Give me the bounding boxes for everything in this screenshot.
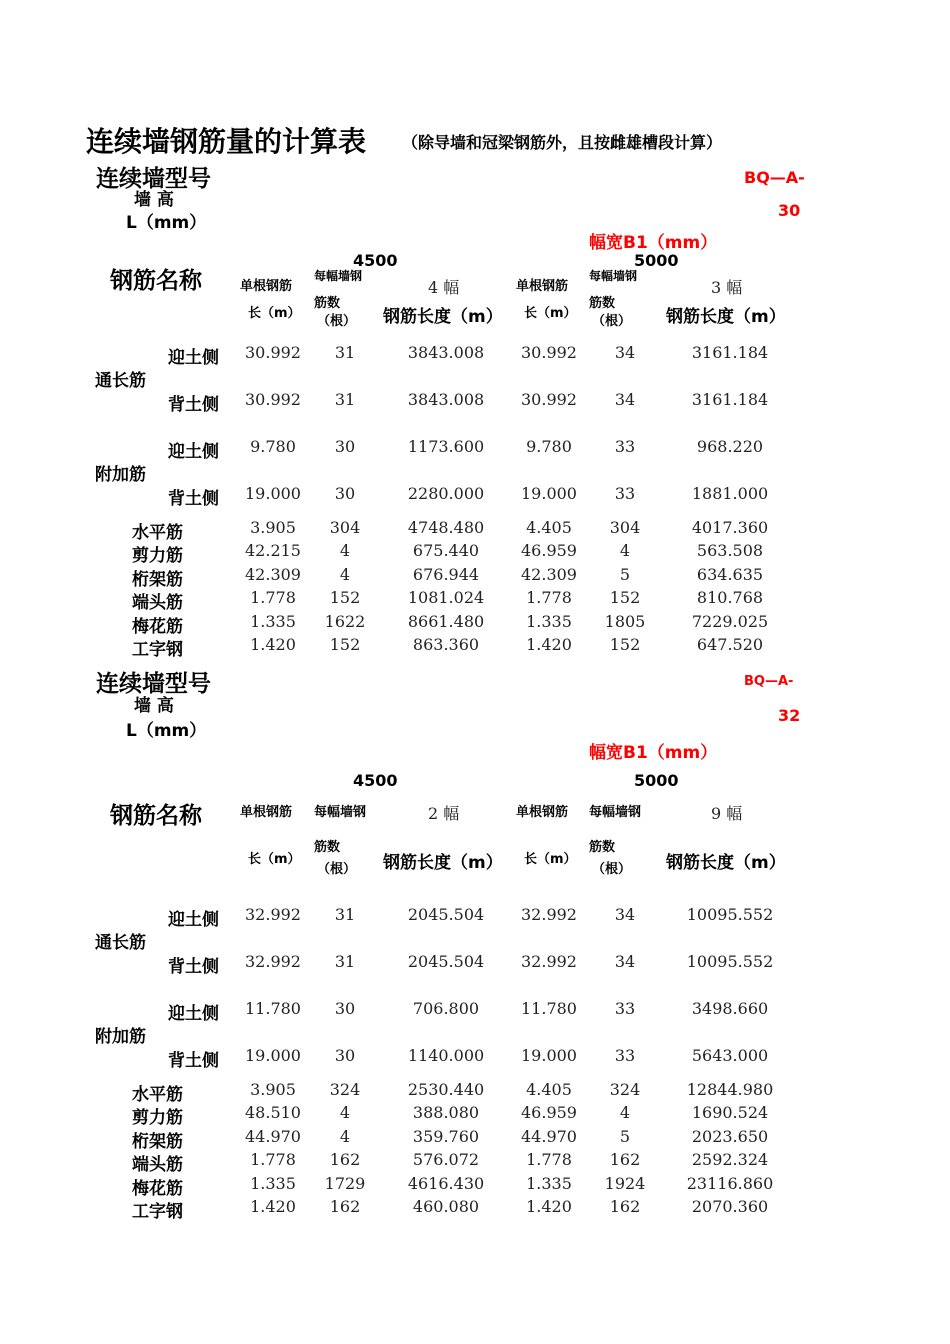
table-cell: 2070.360 bbox=[691, 1197, 769, 1216]
table-cell: 1690.524 bbox=[691, 1103, 769, 1122]
table-cell: 31 bbox=[334, 343, 356, 362]
table-cell: 4616.430 bbox=[407, 1174, 485, 1193]
table-cell: 8661.480 bbox=[407, 612, 485, 631]
table-cell: 44.970 bbox=[521, 1127, 577, 1146]
table-cell: 1.335 bbox=[526, 612, 572, 631]
table-cell: 162 bbox=[329, 1150, 361, 1169]
table-cell: 162 bbox=[609, 1197, 641, 1216]
table-cell: 1.420 bbox=[526, 635, 572, 654]
col-per-panel-count-b: 筋数 bbox=[589, 840, 616, 855]
col-unit-length-b: 单根钢筋 bbox=[516, 805, 569, 820]
table-cell: 46.959 bbox=[521, 541, 577, 560]
col-unit-length-a: 单根钢筋 bbox=[240, 805, 293, 820]
table-cell: 1.335 bbox=[250, 612, 296, 631]
table-cell: 2023.650 bbox=[691, 1127, 769, 1146]
table-cell: 42.309 bbox=[521, 565, 577, 584]
width-label: 幅宽B1（mm） bbox=[589, 233, 718, 253]
col-per-panel-count-a: 筋数 bbox=[314, 296, 341, 311]
table-cell: 31 bbox=[334, 905, 356, 924]
table-cell: 33 bbox=[614, 484, 636, 503]
table-cell: 706.800 bbox=[412, 999, 480, 1018]
table-cell: 19.000 bbox=[245, 1046, 301, 1065]
col-panels-b: 9 幅 bbox=[711, 804, 743, 823]
table-cell: 4 bbox=[339, 541, 351, 560]
col-per-panel-b: 每幅墙钢 bbox=[589, 269, 638, 283]
table-cell: 1622 bbox=[324, 612, 366, 631]
table-cell: 3843.008 bbox=[407, 390, 485, 409]
table-cell: 2045.504 bbox=[407, 905, 485, 924]
table-cell: 1881.000 bbox=[691, 484, 769, 503]
table-cell: 32.992 bbox=[245, 952, 301, 971]
table-cell: 634.635 bbox=[696, 565, 764, 584]
table-cell: 42.309 bbox=[245, 565, 301, 584]
rebar-type-label: 梅花筋 bbox=[132, 617, 183, 637]
table-cell: 19.000 bbox=[245, 484, 301, 503]
col-per-panel-a: 每幅墙钢 bbox=[314, 269, 363, 283]
table-cell: 675.440 bbox=[412, 541, 480, 560]
width-value-b: 5000 bbox=[634, 251, 679, 270]
rebar-type-label: 水平筋 bbox=[132, 1085, 183, 1105]
table-cell: 33 bbox=[614, 1046, 636, 1065]
table-cell: 324 bbox=[609, 1080, 641, 1099]
table-cell: 3843.008 bbox=[407, 343, 485, 362]
table-cell: 46.959 bbox=[521, 1103, 577, 1122]
table-cell: 1.420 bbox=[250, 635, 296, 654]
table-cell: 11.780 bbox=[521, 999, 577, 1018]
table-cell: 152 bbox=[609, 635, 641, 654]
col-per-panel-unit-b: （根） bbox=[592, 862, 632, 877]
table-cell: 42.215 bbox=[245, 541, 301, 560]
table-cell: 152 bbox=[329, 635, 361, 654]
row-side-label: 迎土侧 bbox=[168, 910, 219, 930]
table-cell: 1140.000 bbox=[407, 1046, 485, 1065]
table-cell: 4 bbox=[339, 1127, 351, 1146]
table-cell: 30 bbox=[334, 484, 356, 503]
table-cell: 4.405 bbox=[526, 1080, 572, 1099]
group-label: 通长筋 bbox=[95, 933, 146, 953]
col-total-length-b: 钢筋长度（m） bbox=[666, 307, 786, 327]
table-cell: 576.072 bbox=[412, 1150, 480, 1169]
col-panels-b: 3 幅 bbox=[711, 278, 743, 297]
table-cell: 810.768 bbox=[696, 588, 764, 607]
rebar-name-header: 钢筋名称 bbox=[110, 803, 202, 829]
width-value-b: 5000 bbox=[634, 771, 679, 790]
table-cell: 3.905 bbox=[250, 518, 296, 537]
table-cell: 30.992 bbox=[521, 343, 577, 362]
table-cell: 304 bbox=[609, 518, 641, 537]
table-cell: 1805 bbox=[604, 612, 646, 631]
table-cell: 30.992 bbox=[521, 390, 577, 409]
table-cell: 563.508 bbox=[696, 541, 764, 560]
rebar-type-label: 桁架筋 bbox=[132, 570, 183, 590]
table-cell: 388.080 bbox=[412, 1103, 480, 1122]
table-cell: 10095.552 bbox=[686, 952, 774, 971]
col-unit-length-unit-a: 长（m） bbox=[248, 852, 301, 867]
width-label: 幅宽B1（mm） bbox=[589, 743, 718, 763]
table-cell: 32.992 bbox=[245, 905, 301, 924]
row-side-label: 背土侧 bbox=[168, 957, 219, 977]
table-cell: 968.220 bbox=[696, 437, 764, 456]
table-cell: 30 bbox=[334, 1046, 356, 1065]
table-cell: 44.970 bbox=[245, 1127, 301, 1146]
table-cell: 1924 bbox=[604, 1174, 646, 1193]
wall-height-label: 墙 高 bbox=[134, 190, 174, 210]
col-per-panel-a: 每幅墙钢 bbox=[314, 805, 367, 820]
table-cell: 162 bbox=[609, 1150, 641, 1169]
rebar-name-header: 钢筋名称 bbox=[110, 268, 202, 294]
table-cell: 2045.504 bbox=[407, 952, 485, 971]
table-cell: 1.420 bbox=[526, 1197, 572, 1216]
table-cell: 23116.860 bbox=[686, 1174, 774, 1193]
row-side-label: 迎土侧 bbox=[168, 442, 219, 462]
table-cell: 2280.000 bbox=[407, 484, 485, 503]
table-cell: 34 bbox=[614, 390, 636, 409]
table-cell: 34 bbox=[614, 952, 636, 971]
table-cell: 676.944 bbox=[412, 565, 480, 584]
col-per-panel-unit-a: （根） bbox=[317, 862, 357, 877]
table-cell: 5 bbox=[619, 565, 631, 584]
col-per-panel-b: 每幅墙钢 bbox=[589, 805, 642, 820]
col-per-panel-count-a: 筋数 bbox=[314, 840, 341, 855]
table-cell: 863.360 bbox=[412, 635, 480, 654]
wall-length-label: L（mm） bbox=[126, 213, 207, 233]
col-per-panel-count-b: 筋数 bbox=[589, 296, 616, 311]
table-cell: 30 bbox=[334, 437, 356, 456]
rebar-type-label: 桁架筋 bbox=[132, 1132, 183, 1152]
table-cell: 3498.660 bbox=[691, 999, 769, 1018]
table-cell: 1.778 bbox=[250, 588, 296, 607]
table-cell: 1081.024 bbox=[407, 588, 485, 607]
table-cell: 4 bbox=[339, 1103, 351, 1122]
table-cell: 1.335 bbox=[526, 1174, 572, 1193]
table-cell: 31 bbox=[334, 952, 356, 971]
table-cell: 9.780 bbox=[250, 437, 296, 456]
page-subtitle: （除导墙和冠梁钢筋外，且按雌雄槽段计算） bbox=[402, 133, 723, 152]
wall-height-value: 30 bbox=[778, 201, 801, 220]
col-total-length-a: 钢筋长度（m） bbox=[383, 307, 503, 327]
col-unit-length-unit-b: 长（m） bbox=[524, 852, 577, 867]
width-value-a: 4500 bbox=[353, 251, 398, 270]
table-cell: 5643.000 bbox=[691, 1046, 769, 1065]
table-cell: 1.335 bbox=[250, 1174, 296, 1193]
table-cell: 5 bbox=[619, 1127, 631, 1146]
wall-length-label: L（mm） bbox=[126, 721, 207, 741]
rebar-type-label: 端头筋 bbox=[132, 1155, 183, 1175]
table-cell: 152 bbox=[329, 588, 361, 607]
table-cell: 1.420 bbox=[250, 1197, 296, 1216]
col-panels-a: 2 幅 bbox=[428, 804, 460, 823]
wall-model-code: BQ—A- bbox=[744, 168, 805, 187]
table-cell: 1.778 bbox=[526, 1150, 572, 1169]
table-cell: 7229.025 bbox=[691, 612, 769, 631]
wall-height-value: 32 bbox=[778, 706, 801, 725]
col-unit-length-b: 单根钢筋 bbox=[516, 279, 569, 294]
table-cell: 9.780 bbox=[526, 437, 572, 456]
rebar-type-label: 剪力筋 bbox=[132, 546, 183, 566]
rebar-type-label: 工字钢 bbox=[132, 1202, 183, 1222]
table-cell: 32.992 bbox=[521, 905, 577, 924]
wall-model-label: 连续墙型号 bbox=[96, 671, 211, 697]
table-cell: 359.760 bbox=[412, 1127, 480, 1146]
table-cell: 31 bbox=[334, 390, 356, 409]
col-panels-a: 4 幅 bbox=[428, 278, 460, 297]
rebar-type-label: 梅花筋 bbox=[132, 1179, 183, 1199]
table-cell: 1.778 bbox=[250, 1150, 296, 1169]
row-side-label: 背土侧 bbox=[168, 489, 219, 509]
rebar-type-label: 工字钢 bbox=[132, 640, 183, 660]
table-cell: 10095.552 bbox=[686, 905, 774, 924]
rebar-type-label: 端头筋 bbox=[132, 593, 183, 613]
width-value-a: 4500 bbox=[353, 771, 398, 790]
table-cell: 33 bbox=[614, 999, 636, 1018]
col-per-panel-unit-b: （根） bbox=[592, 314, 632, 329]
wall-model-label: 连续墙型号 bbox=[96, 166, 211, 192]
row-side-label: 背土侧 bbox=[168, 1051, 219, 1071]
table-cell: 460.080 bbox=[412, 1197, 480, 1216]
table-cell: 30 bbox=[334, 999, 356, 1018]
table-cell: 4 bbox=[619, 1103, 631, 1122]
table-cell: 152 bbox=[609, 588, 641, 607]
row-side-label: 背土侧 bbox=[168, 395, 219, 415]
col-per-panel-unit-a: （根） bbox=[317, 314, 357, 329]
col-total-length-b: 钢筋长度（m） bbox=[666, 853, 786, 873]
table-cell: 34 bbox=[614, 905, 636, 924]
table-cell: 647.520 bbox=[696, 635, 764, 654]
table-cell: 3.905 bbox=[250, 1080, 296, 1099]
wall-model-code: BQ—A- bbox=[744, 674, 794, 689]
rebar-type-label: 水平筋 bbox=[132, 523, 183, 543]
table-cell: 162 bbox=[329, 1197, 361, 1216]
table-cell: 4.405 bbox=[526, 518, 572, 537]
group-label: 附加筋 bbox=[95, 1027, 146, 1047]
table-cell: 1729 bbox=[324, 1174, 366, 1193]
col-unit-length-unit-a: 长（m） bbox=[248, 306, 301, 321]
col-unit-length-unit-b: 长（m） bbox=[524, 306, 577, 321]
table-cell: 2530.440 bbox=[407, 1080, 485, 1099]
table-cell: 11.780 bbox=[245, 999, 301, 1018]
rebar-type-label: 剪力筋 bbox=[132, 1108, 183, 1128]
table-cell: 33 bbox=[614, 437, 636, 456]
col-total-length-a: 钢筋长度（m） bbox=[383, 853, 503, 873]
group-label: 通长筋 bbox=[95, 371, 146, 391]
group-label: 附加筋 bbox=[95, 465, 146, 485]
col-unit-length-a: 单根钢筋 bbox=[240, 279, 293, 294]
table-cell: 4 bbox=[619, 541, 631, 560]
table-cell: 19.000 bbox=[521, 484, 577, 503]
table-cell: 19.000 bbox=[521, 1046, 577, 1065]
row-side-label: 迎土侧 bbox=[168, 1004, 219, 1024]
table-cell: 4748.480 bbox=[407, 518, 485, 537]
table-cell: 304 bbox=[329, 518, 361, 537]
table-cell: 4 bbox=[339, 565, 351, 584]
wall-height-label: 墙 高 bbox=[134, 696, 174, 716]
table-cell: 3161.184 bbox=[691, 390, 769, 409]
row-side-label: 迎土侧 bbox=[168, 348, 219, 368]
page-title: 连续墙钢筋量的计算表 bbox=[86, 125, 367, 158]
table-cell: 1.778 bbox=[526, 588, 572, 607]
table-cell: 34 bbox=[614, 343, 636, 362]
table-cell: 324 bbox=[329, 1080, 361, 1099]
table-cell: 48.510 bbox=[245, 1103, 301, 1122]
table-cell: 3161.184 bbox=[691, 343, 769, 362]
table-cell: 12844.980 bbox=[686, 1080, 774, 1099]
table-cell: 32.992 bbox=[521, 952, 577, 971]
table-cell: 2592.324 bbox=[691, 1150, 769, 1169]
table-cell: 1173.600 bbox=[407, 437, 485, 456]
table-cell: 30.992 bbox=[245, 343, 301, 362]
table-cell: 30.992 bbox=[245, 390, 301, 409]
table-cell: 4017.360 bbox=[691, 518, 769, 537]
